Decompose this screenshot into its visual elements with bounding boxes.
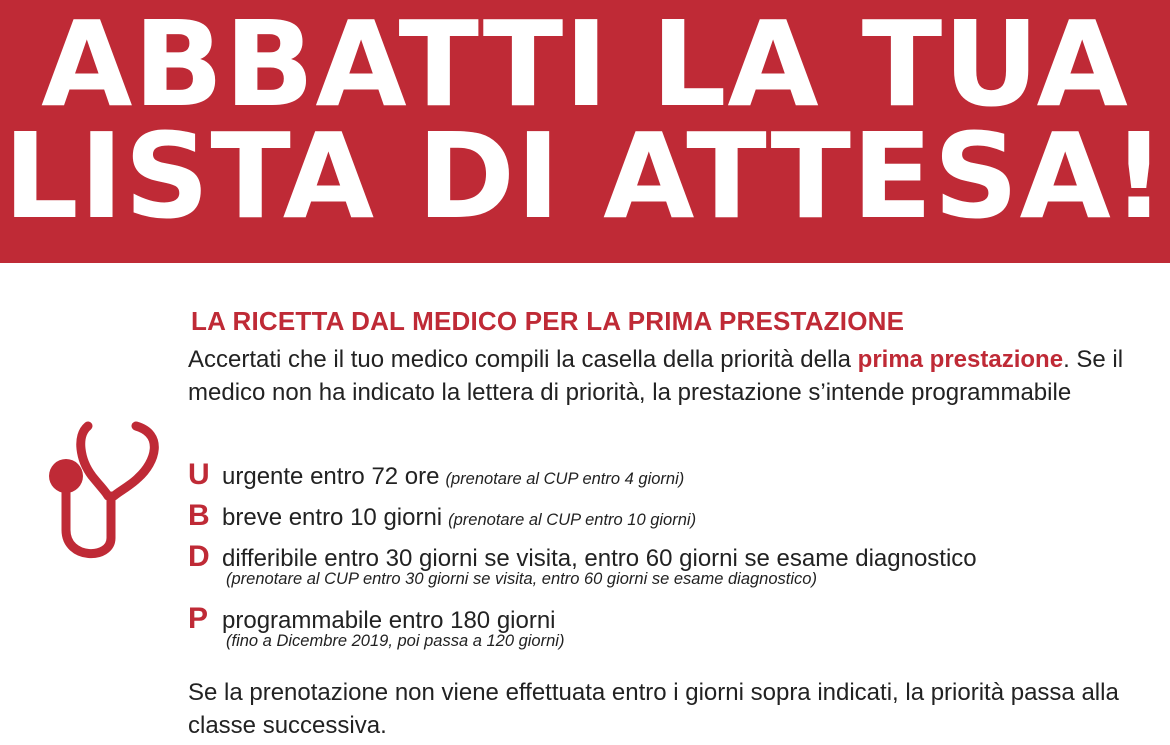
priority-item-b — [188, 499, 696, 533]
priority-desc: breve entro 10 giorni — [222, 504, 443, 531]
intro-paragraph — [188, 344, 1148, 409]
priority-note: (fino a Dicembre 2019, poi passa a 120 giorni) — [226, 632, 565, 650]
footer-paragraph: Se la prenotazione non viene effettuata entro i giorni sopra indicati, la priorità passa alla classe successiva. — [188, 679, 1119, 739]
page-title — [0, 0, 1170, 245]
intro-highlight: prima prestazione — [857, 346, 1064, 373]
priority-item-d — [188, 540, 977, 589]
priority-note: (prenotare al CUP entro 10 giorni) — [448, 511, 697, 529]
title-line-2: LISTA DI ATTESA! — [3, 107, 1167, 245]
priority-desc: programmabile entro 180 giorni — [222, 607, 556, 634]
priority-desc: urgente entro 72 ore — [222, 463, 440, 490]
priority-desc: differibile entro 30 giorni se visita, entro 60 giorni se esame diagnostico — [222, 545, 977, 572]
intro-text-1: Accertati che il tuo medico compili la casella della priorità della — [188, 346, 858, 373]
priority-letter: B — [188, 499, 210, 532]
intro-text-2: . Se il medico non ha indicato la lettera di priorità, la prestazione s’intende programmabile — [188, 346, 1124, 406]
stethoscope-icon — [46, 420, 166, 560]
priority-letter: P — [188, 602, 209, 635]
priority-item-p — [188, 602, 564, 651]
priority-item-u — [188, 458, 684, 492]
priority-note: (prenotare al CUP entro 30 giorni se visita, entro 60 giorni se esame diagnostico) — [226, 570, 817, 588]
section-title: LA RICETTA DAL MEDICO PER LA PRIMA PRESTAZIONE — [191, 306, 905, 336]
priority-letter: D — [188, 540, 210, 573]
priority-letter: U — [188, 458, 210, 491]
title-line-1: ABBATTI LA TUA — [41, 0, 1129, 133]
priority-note: (prenotare al CUP entro 4 giorni) — [445, 470, 685, 488]
